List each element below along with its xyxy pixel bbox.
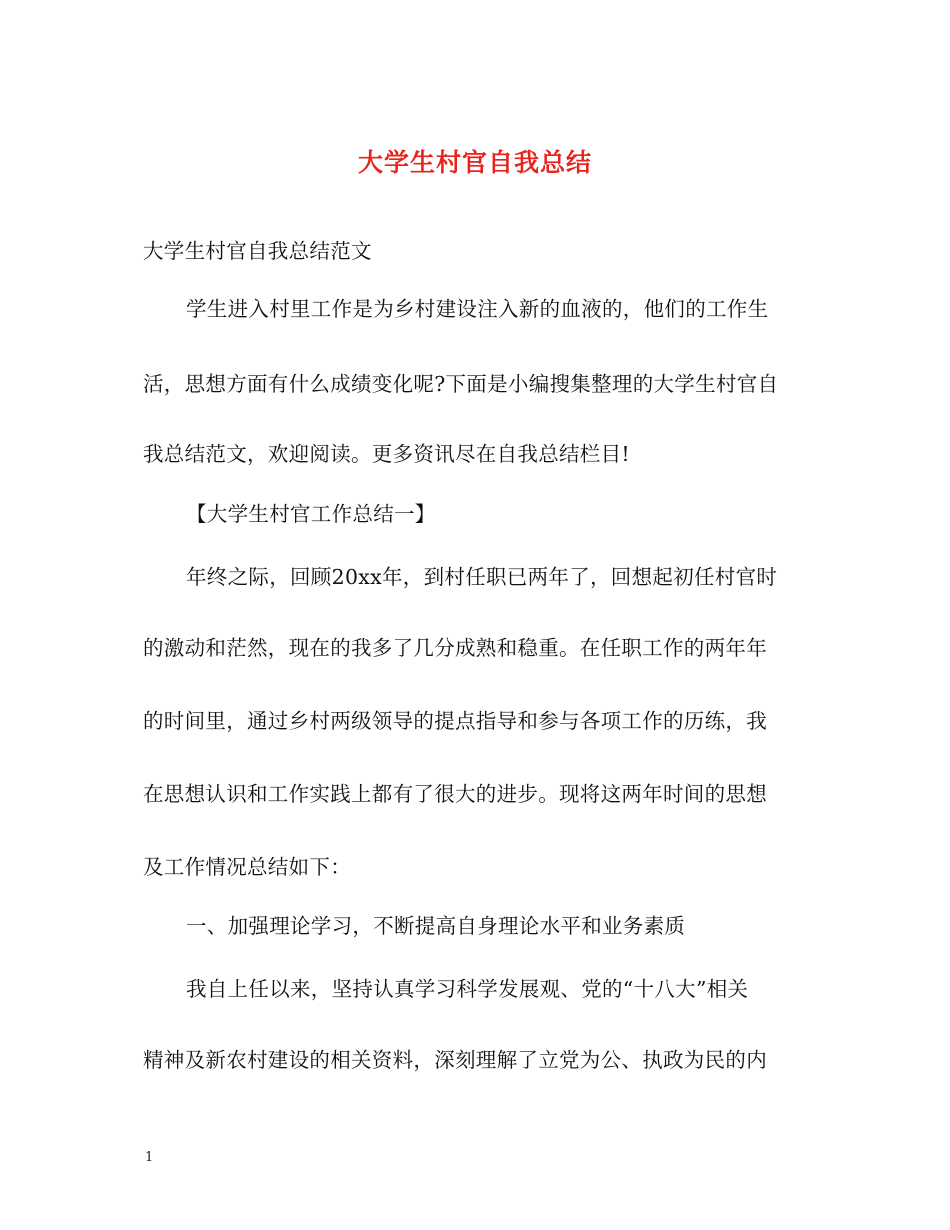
body-line: 我总结范文，欢迎阅读。更多资讯尽在自我总结栏目! [143, 442, 630, 466]
subtitle-line: 大学生村官自我总结范文 [143, 239, 372, 263]
body-line: 我自上任以来，坚持认真学习科学发展观、党的“十八大”相关 [186, 977, 749, 1001]
body-line: 在思想认识和工作实践上都有了很大的进步。现将这两年时间的思想 [143, 782, 767, 806]
body-line: 及工作情况总结如下： [143, 855, 351, 879]
section-heading: 【大学生村官工作总结一】 [186, 502, 436, 526]
document-title: 大学生村官自我总结 [357, 148, 592, 177]
body-line: 的激动和茫然，现在的我多了几分成熟和稳重。在任职工作的两年年 [143, 636, 767, 660]
body-line: 活，思想方面有什么成绩变化呢?下面是小编搜集整理的大学生村官自 [143, 372, 779, 396]
body-line: 的时间里，通过乡村两级领导的提点指导和参与各项工作的历练，我 [143, 709, 767, 733]
subsection-heading: 一、加强理论学习，不断提高自身理论水平和业务素质 [186, 914, 686, 938]
body-line: 年终之际，回顾20xx年，到村任职已两年了，回想起初任村官时 [186, 565, 778, 589]
body-line: 精神及新农村建设的相关资料，深刻理解了立党为公、执政为民的内 [143, 1048, 767, 1072]
body-line: 学生进入村里工作是为乡村建设注入新的血液的，他们的工作生 [186, 297, 769, 321]
page-number: 1 [145, 1150, 154, 1165]
